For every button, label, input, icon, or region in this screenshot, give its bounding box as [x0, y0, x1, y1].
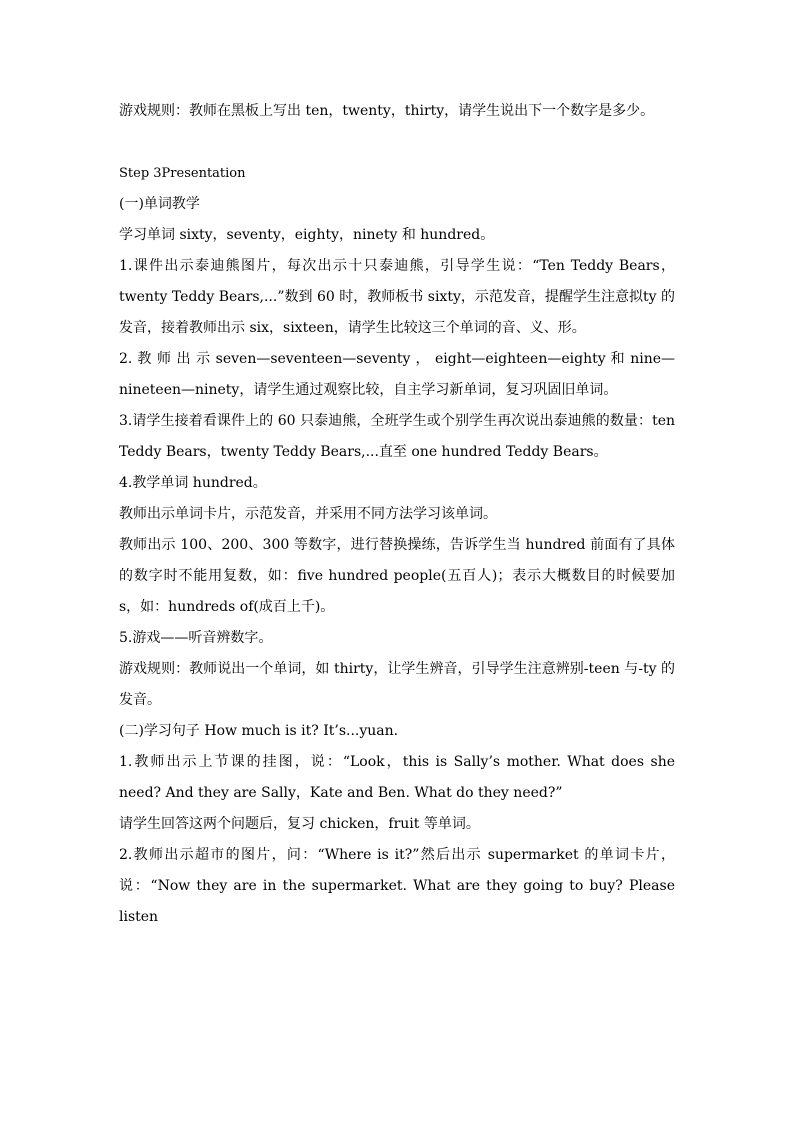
- paragraph-item-3: 3.请学生接着看课件上的 60 只泰迪熊，全班学生或个别学生再次说出泰迪熊的数量：ten Teddy Bears，twenty Teddy Bears,...直至 one hundred Teddy Bears。: [119, 413, 675, 460]
- paragraph-section-words: (一)单词教学: [119, 196, 200, 212]
- paragraph-learn-words: 学习单词 sixty，seventy，eighty，ninety 和 hundred。: [119, 227, 495, 243]
- paragraph-item-5: 5.游戏——听音辨数字。: [119, 630, 273, 646]
- paragraph-sentence-item-2: 2.教师出示超市的图片，问：“Where is it?”然后出示 supermarket 的单词卡片，说：“Now they are in the supermarket. What are they going to buy? Please listen: [119, 847, 675, 925]
- paragraph-review-words: 请学生回答这两个问题后，复习 chicken，fruit 等单词。: [119, 816, 480, 832]
- document-page: [119, 96, 675, 933]
- paragraph-item-2: 2. 教 师 出 示 seven—seventeen—seventy ， eight—eighteen—eighty 和 nine—nineteen—ninety，请学生通过观察比较，自主学习新单词，复习巩固旧单词。: [119, 351, 675, 398]
- paragraph-hundred-usage: 教师出示 100、200、300 等数字，进行替换操练，告诉学生当 hundred 前面有了具体的数字时不能用复数，如：five hundred people(五百人)；表示大概数目的时候要加 s，如：hundreds of(成百上千)。: [119, 537, 675, 615]
- paragraph-item-4: 4.教学单词 hundred。: [119, 475, 267, 491]
- paragraph-item-1: 1.课件出示泰迪熊图片，每次出示十只泰迪熊，引导学生说：“Ten Teddy Bears，twenty Teddy Bears,...”数到 60 时，教师板书 sixty，示范发音，提醒学生注意拟ty 的发音，接着教师出示 six，sixteen，请学生比较这三个单词的音、义、形。: [119, 258, 675, 336]
- paragraph-game-rule-2: 游戏规则：教师说出一个单词，如 thirty，让学生辨音，引导学生注意辨别-teen 与-ty 的发音。: [119, 661, 675, 708]
- paragraph-section-sentences: (二)学习句子 How much is it? It’s...yuan.: [119, 723, 399, 739]
- paragraph-sentence-item-1: 1.教师出示上节课的挂图，说：“Look，this is Sally’s mother. What does she need? And they are Sally，Kate and Ben. What do they need?”: [119, 754, 675, 801]
- paragraph-step3-heading: Step 3Presentation: [119, 166, 246, 181]
- paragraph-word-card: 教师出示单词卡片，示范发音，并采用不同方法学习该单词。: [119, 506, 497, 522]
- blank-line: [119, 127, 675, 158]
- paragraph-game-rule-1: 游戏规则：教师在黑板上写出 ten，twenty，thirty，请学生说出下一个数字是多少。: [119, 103, 655, 119]
